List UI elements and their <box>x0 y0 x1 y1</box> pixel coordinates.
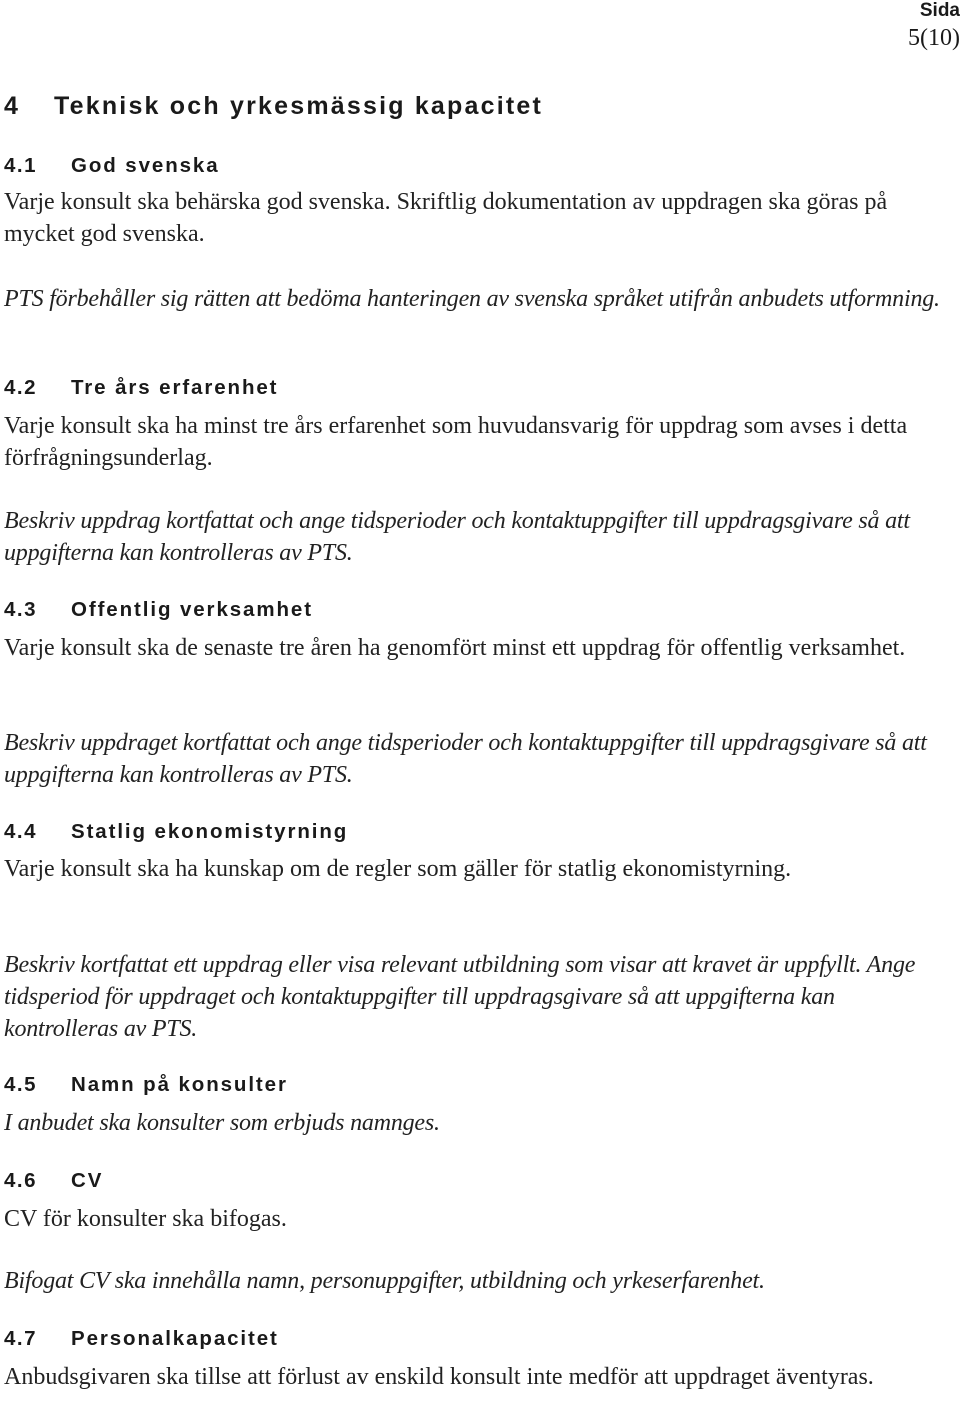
page-label: Sida <box>919 0 960 21</box>
subsection-body-4-2: Varje konsult ska ha minst tre års erfarenhet som huvudansvarig för uppdrag som avses i detta förfrågningsunderlag. <box>4 413 908 471</box>
subsection-heading-4-6 <box>4 1168 103 1194</box>
subsection-note-4-5: I anbudet ska konsulter som erbjuds namnges. <box>4 1110 440 1136</box>
section-heading <box>4 92 543 121</box>
subsection-title: Personalkapacitet <box>71 1327 279 1350</box>
subsection-title: Tre års erfarenhet <box>71 376 279 399</box>
subsection-note-4-6: Bifogat CV ska innehålla namn, personuppgifter, utbildning och yrkeserfarenhet. <box>4 1268 765 1294</box>
subsection-title: Namn på konsulter <box>71 1073 288 1096</box>
subsection-title: God svenska <box>71 154 220 177</box>
subsection-number: 4.3 <box>4 598 37 621</box>
subsection-heading-4-7 <box>4 1326 279 1352</box>
subsection-number: 4.4 <box>4 820 37 843</box>
subsection-title: Statlig ekonomistyrning <box>71 820 349 843</box>
subsection-note-4-4: Beskriv kortfattat ett uppdrag eller visa relevant utbildning som visar att kravet är uppfyllt. Ange tidsperiod för uppdraget och kontaktuppgifter till uppdragsgivare så att uppgifterna kan kontrolleras av PTS. <box>4 952 916 1042</box>
section-number: 4 <box>4 92 21 120</box>
subsection-heading-4-3 <box>4 597 313 623</box>
subsection-note-4-2: Beskriv uppdrag kortfattat och ange tidsperioder och kontaktuppgifter till uppdragsgivare så att uppgifterna kan kontrolleras av PTS. <box>4 508 910 566</box>
section-title: Teknisk och yrkesmässig kapacitet <box>54 92 544 120</box>
subsection-heading-4-4 <box>4 819 348 845</box>
subsection-heading-4-5 <box>4 1072 288 1098</box>
page-header <box>908 0 960 52</box>
subsection-number: 4.5 <box>4 1073 37 1096</box>
subsection-body-4-6: CV för konsulter ska bifogas. <box>4 1206 287 1232</box>
subsection-note-4-1: PTS förbehåller sig rätten att bedöma hanteringen av svenska språket utifrån anbudets utformning. <box>4 286 940 312</box>
subsection-body-4-4: Varje konsult ska ha kunskap om de regler som gäller för statlig ekonomistyrning. <box>4 856 792 882</box>
subsection-body-4-7: Anbudsgivaren ska tillse att förlust av enskild konsult inte medför att uppdraget äventyras. <box>4 1364 874 1390</box>
subsection-heading-4-1 <box>4 153 220 179</box>
subsection-number: 4.1 <box>4 154 37 177</box>
subsection-number: 4.2 <box>4 376 37 399</box>
subsection-heading-4-2 <box>4 375 278 401</box>
subsection-number: 4.7 <box>4 1327 37 1350</box>
subsection-title: Offentlig verksamhet <box>71 598 313 621</box>
subsection-body-4-1: Varje konsult ska behärska god svenska. Skriftlig dokumentation av uppdragen ska göras på mycket god svenska. <box>4 189 888 247</box>
subsection-title: CV <box>71 1169 104 1192</box>
page-number: 5(10) <box>908 25 960 51</box>
subsection-note-4-3: Beskriv uppdraget kortfattat och ange tidsperioder och kontaktuppgifter till uppdragsgivare så att uppgifterna kan kontrolleras av PTS. <box>4 730 927 788</box>
subsection-number: 4.6 <box>4 1169 37 1192</box>
subsection-body-4-3: Varje konsult ska de senaste tre åren ha genomfört minst ett uppdrag för offentlig verksamhet. <box>4 635 906 661</box>
